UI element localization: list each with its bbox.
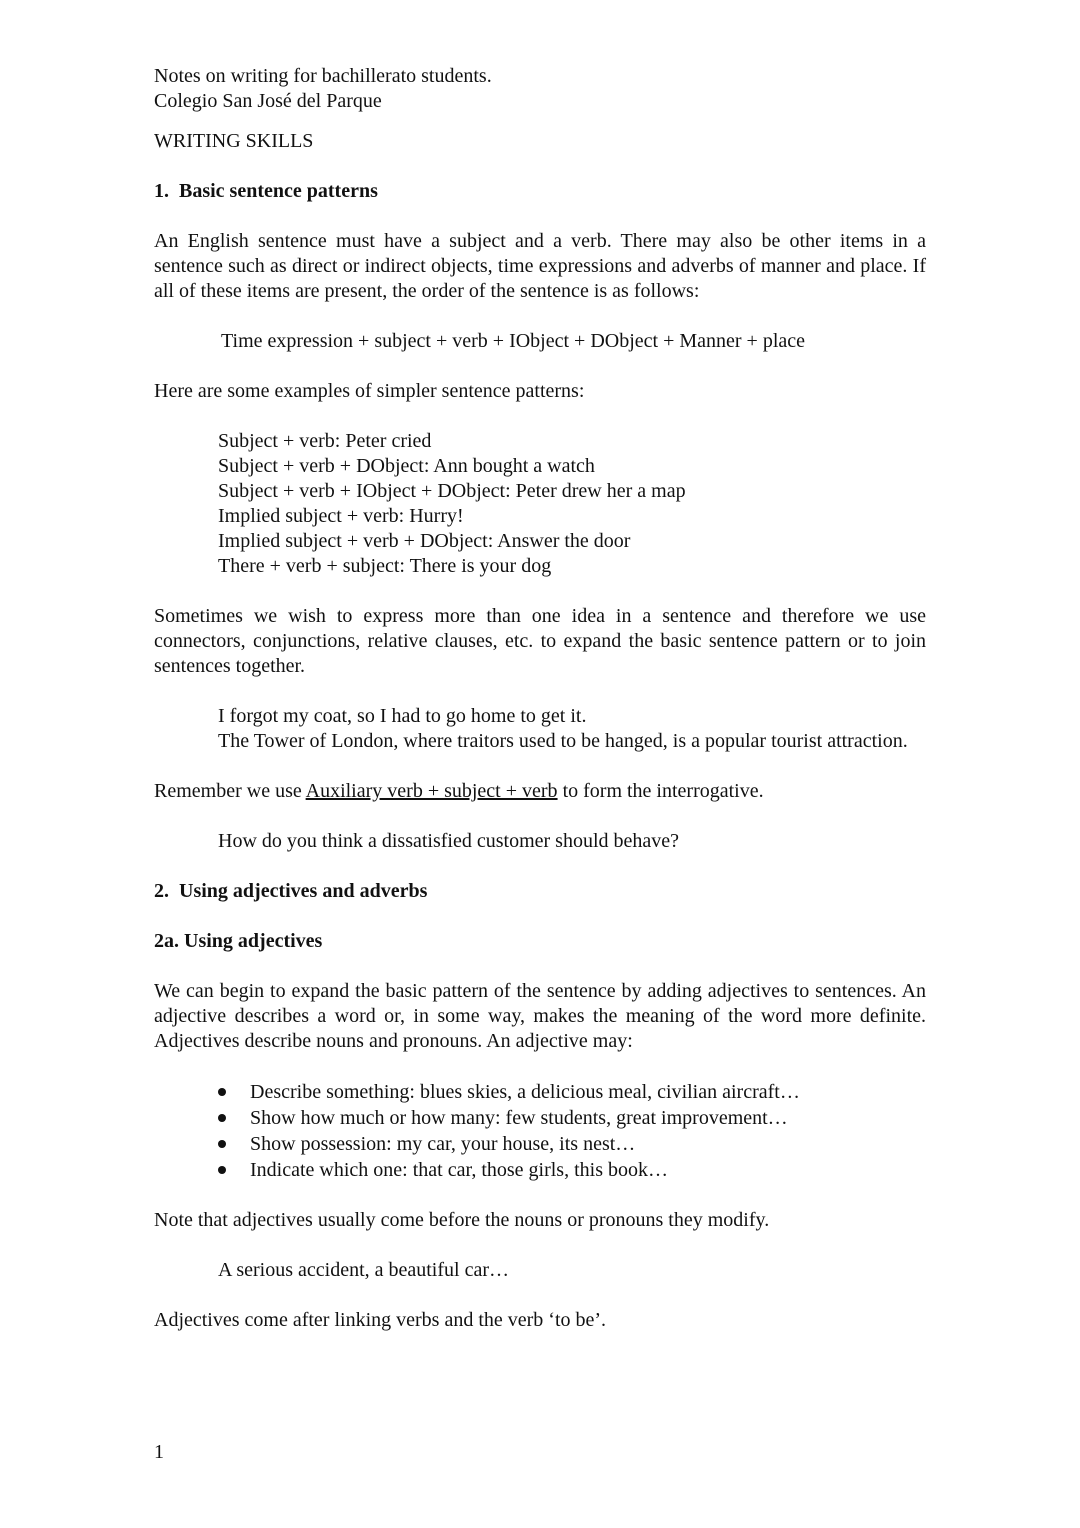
example-pattern: There + verb + subject: There is your dog bbox=[218, 555, 552, 577]
bullet-icon bbox=[218, 1140, 226, 1148]
section-1-heading: 1. Basic sentence patterns bbox=[154, 180, 378, 202]
interrogative-formula: Auxiliary verb + subject + verb bbox=[305, 780, 558, 802]
sentence-order-pattern: Time expression + subject + verb + IObject + DObject + Manner + place bbox=[221, 330, 806, 352]
adjectives-intro: We can begin to expand the basic pattern of the sentence by adding adjectives to sentences. An adjective describes a word or, in some way, makes the meaning of the word more definite. Adjectives describe nouns and pronouns. An adjective may: bbox=[154, 980, 926, 1052]
example-pattern: Subject + verb: Peter cried bbox=[218, 430, 432, 452]
expand-example-1: I forgot my coat, so I had to go home to get it. bbox=[218, 705, 587, 727]
interrogative-note bbox=[154, 779, 926, 804]
adjective-position-example: A serious accident, a beautiful car… bbox=[218, 1259, 509, 1281]
list-item: Show how much or how many: few students, great improvement… bbox=[250, 1105, 926, 1131]
header-line-2: Colegio San José del Parque bbox=[154, 90, 382, 112]
document-title: WRITING SKILLS bbox=[154, 130, 314, 152]
list-item: Indicate which one: that car, those girls, this book… bbox=[250, 1157, 926, 1183]
expand-example-2: The Tower of London, where traitors used to be hanged, is a popular tourist attraction. bbox=[218, 730, 908, 752]
example-pattern: Subject + verb + DObject: Ann bought a watch bbox=[218, 455, 595, 477]
section-2-heading: 2. Using adjectives and adverbs bbox=[154, 880, 428, 902]
list-item: Describe something: blues skies, a delicious meal, civilian aircraft… bbox=[250, 1079, 926, 1105]
interrogative-text-after: to form the interrogative. bbox=[557, 780, 764, 802]
example-pattern: Subject + verb + IObject + DObject: Peter drew her a map bbox=[218, 480, 686, 502]
linking-verbs-note: Adjectives come after linking verbs and the verb ‘to be’. bbox=[154, 1309, 607, 1331]
section-2a-heading: 2a. Using adjectives bbox=[154, 930, 323, 952]
bullet-icon bbox=[218, 1166, 226, 1174]
examples-intro: Here are some examples of simpler sentence patterns: bbox=[154, 380, 585, 402]
bullet-icon bbox=[218, 1088, 226, 1096]
interrogative-example: How do you think a dissatisfied customer should behave? bbox=[218, 830, 680, 852]
page-number: 1 bbox=[154, 1441, 164, 1463]
bullet-icon bbox=[218, 1114, 226, 1122]
list-item: Show possession: my car, your house, its nest… bbox=[250, 1131, 926, 1157]
header-line-1: Notes on writing for bachillerato students. bbox=[154, 65, 492, 87]
example-patterns-list bbox=[154, 429, 926, 579]
example-pattern: Implied subject + verb + DObject: Answer the door bbox=[218, 530, 631, 552]
example-pattern: Implied subject + verb: Hurry! bbox=[218, 505, 464, 527]
section-1-intro: An English sentence must have a subject and a verb. There may also be other items in a sentence such as direct or indirect objects, time expressions and adverbs of manner and place. If all of these items are present, the order of the sentence is as follows: bbox=[154, 230, 926, 302]
document-page bbox=[154, 64, 926, 1333]
interrogative-text-before: Remember we use bbox=[154, 780, 306, 802]
adjective-position-note: Note that adjectives usually come before the nouns or pronouns they modify. bbox=[154, 1209, 770, 1231]
adjective-uses-list bbox=[154, 1079, 926, 1183]
expand-paragraph: Sometimes we wish to express more than one idea in a sentence and therefore we use connectors, conjunctions, relative clauses, etc. to expand the basic sentence pattern or to join sentences together. bbox=[154, 605, 926, 677]
